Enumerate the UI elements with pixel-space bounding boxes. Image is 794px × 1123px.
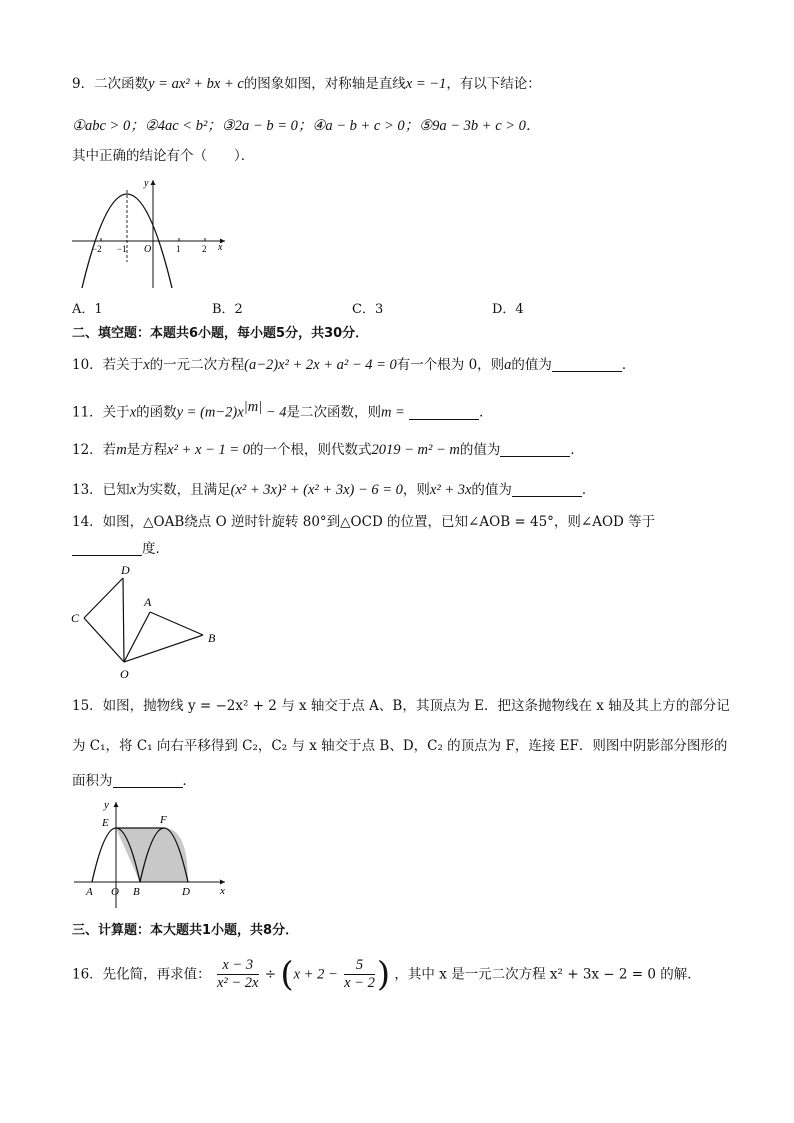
- section-3-heading: 三、计算题：本大题共1小题，共8分．: [72, 923, 299, 938]
- answer-blank[interactable]: [552, 357, 622, 372]
- q14-text: 14．如图，△OAB绕点 O 逆时针旋转 80°到△OCD 的位置，已知∠AOB = 45°，则∠AOD 等于: [72, 514, 656, 530]
- point-a-label: A: [86, 886, 93, 898]
- point-a-label: A: [144, 595, 152, 609]
- q12-text: 12．若m是方程x² + x − 1 = 0的一个根，则代数式2019 − m² − m的值为 ．: [72, 442, 584, 458]
- q15-parabola-figure: [70, 796, 240, 911]
- q15-text-2: 为 C₁，将 C₁ 向右平移得到 C₂，C₂ 与 x 轴交于点 B、D，C₂ 的顶点为 F，连接 EF．则图中阴影部分图形的: [72, 738, 728, 754]
- graph-origin-label: O: [144, 244, 152, 255]
- tick-label: −2: [92, 244, 102, 254]
- q9-option-c[interactable]: C．3: [352, 302, 384, 317]
- q15-text-1: 15．如图，抛物线 y = −2x² + 2 与 x 轴交于点 A、B，其顶点为 E．把这条抛物线在 x 轴及其上方的部分记: [72, 698, 730, 714]
- graph-x-label: x: [218, 242, 223, 253]
- q14-text-2: 度．: [72, 539, 169, 559]
- q9-parabola-graph: [70, 172, 230, 292]
- q15-text-3: 面积为 ．: [72, 773, 196, 789]
- q9-option-d[interactable]: D．4: [492, 302, 524, 317]
- point-d-label: D: [121, 563, 130, 577]
- answer-blank[interactable]: [113, 773, 183, 788]
- tick-label: 2: [202, 244, 207, 254]
- q9-conclusions: ①abc > 0；②4ac < b²；③2a − b = 0；④a − b + c > 0；⑤9a − 3b + c > 0．: [72, 118, 541, 134]
- q14-rotation-figure: [66, 560, 226, 685]
- section-2-heading: 二、填空题：本题共6小题，每小题5分，共30分．: [72, 326, 369, 341]
- q9-stem: 9．二次函数y = ax² + bx + c的图象如图，对称轴是直线x = −1，有以下结论：: [72, 76, 541, 92]
- point-d-label: D: [182, 886, 190, 898]
- fraction-1: $\frac{x - 3}{\text{x² − 2x}}$: [216, 957, 259, 991]
- origin-label: O: [111, 886, 119, 898]
- fraction-2: $\frac{5}{x - 2}$: [344, 957, 375, 991]
- tick-label: −1: [117, 244, 127, 254]
- answer-blank[interactable]: [409, 405, 479, 420]
- graph-y-label: y: [144, 178, 149, 189]
- answer-blank[interactable]: [72, 541, 142, 556]
- q13-text: 13．已知x为实数，且满足(x² + 3x)² + (x² + 3x) − 6 = 0，则x² + 3x的值为 ．: [72, 482, 596, 498]
- q16-text: 16．先化简，再求值： $\frac{x - 3}{\text{x² − 2x}}$ ÷ (x + 2 − $\frac{5}{x - 2}$ ) ，其中 x 是一元二次方程 x² + 3x − 2 = 0 的解．: [72, 954, 701, 995]
- answer-blank[interactable]: [500, 442, 570, 457]
- point-c-label: C: [71, 611, 80, 625]
- point-b-label: B: [133, 886, 140, 898]
- axis-y-label: y: [104, 799, 109, 811]
- q10-text: 10．若关于x的一元二次方程(a−2)x² + 2x + a² − 4 = 0有一个根为 0，则a的值为 ．: [72, 357, 636, 373]
- q9-question: 其中正确的结论有个（ ）．: [72, 148, 255, 164]
- q11-text: 11．关于x的函数$y = (m-2)x^{|m|} - 4$是二次函数，则m = ．: [72, 399, 493, 421]
- point-e-label: E: [102, 817, 109, 829]
- tick-label: 1: [176, 244, 181, 254]
- point-f-label: F: [160, 814, 167, 826]
- point-b-label: B: [208, 631, 216, 645]
- answer-blank[interactable]: [512, 482, 582, 497]
- axis-x-label: x: [220, 885, 225, 897]
- q9-option-a[interactable]: A．1: [72, 302, 103, 317]
- q9-option-b[interactable]: B．2: [212, 302, 243, 317]
- point-o-label: O: [120, 667, 129, 681]
